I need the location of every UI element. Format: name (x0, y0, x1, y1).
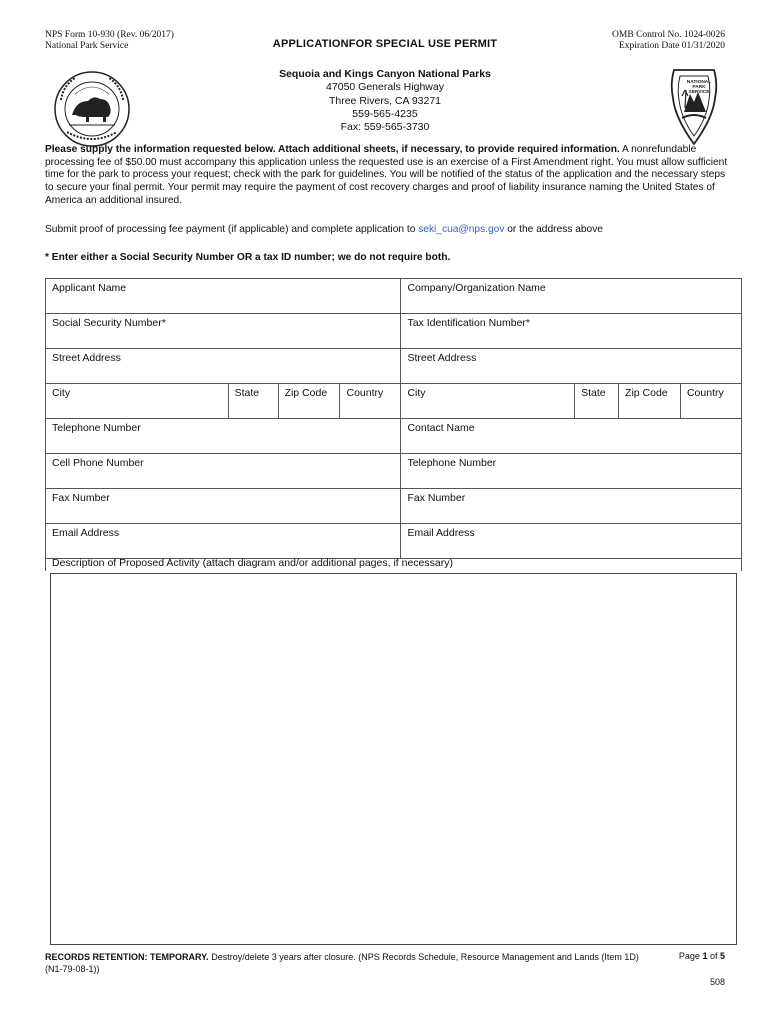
company-zip-field[interactable]: Zip Code (619, 384, 681, 419)
ssn-field[interactable]: Social Security Number* (46, 314, 401, 349)
company-street-field[interactable]: Street Address (401, 349, 742, 384)
form-code: 508 (709, 977, 725, 987)
contact-name-field[interactable]: Contact Name (401, 419, 742, 454)
description-label: Description of Proposed Activity (attach diagram and/or additional pages, if necessary) (45, 557, 742, 571)
instructions-paragraph (45, 144, 731, 208)
applicant-email-field[interactable]: Email Address (46, 524, 401, 559)
form-header-right (612, 30, 725, 52)
company-city-field[interactable]: City (401, 384, 575, 419)
page-mid: of (707, 951, 720, 961)
company-state-field[interactable]: State (575, 384, 619, 419)
expiration-date: Expiration Date 01/31/2020 (618, 41, 725, 51)
instructions-text: A nonrefundable processing fee of $50.00 must accompany this application unless the requested use is an exercise of a First Amendment right. You must allow sufficient time for the park to process your request; check with the park for guidelines. You will be notified of the status of the application and the necessary steps to secure your final permit. Your permit may require the payment of cost recovery charges and proof of liability insurance naming the United States of America an additional insured. (45, 144, 728, 206)
applicant-telephone-field[interactable]: Telephone Number (46, 419, 401, 454)
park-phone: 559-565-4235 (352, 107, 418, 120)
form-title: APPLICATIONFOR SPECIAL USE PERMIT (272, 38, 498, 50)
page-total: 5 (719, 951, 725, 961)
park-address-line-2: Three Rivers, CA 93271 (328, 94, 442, 107)
tax-id-field[interactable]: Tax Identification Number* (401, 314, 742, 349)
description-textarea[interactable] (50, 573, 737, 945)
interior-seal-icon (53, 70, 131, 148)
omb-control-number: OMB Control No. 1024-0026 (612, 30, 725, 40)
applicant-city-field[interactable]: City (46, 384, 229, 419)
agency-name: National Park Service (45, 41, 129, 51)
retention-label: RECORDS RETENTION: TEMPORARY. (45, 952, 209, 962)
company-email-field[interactable]: Email Address (401, 524, 742, 559)
applicant-street-field[interactable]: Street Address (46, 349, 401, 384)
nps-logo-text-2: PARK (692, 85, 706, 90)
ssn-tax-note: * Enter either a Social Security Number OR a tax ID number; we do not require both. (45, 252, 451, 263)
applicant-form-table (45, 278, 742, 559)
nps-arrowhead-icon (668, 68, 720, 146)
company-name-field[interactable]: Company/Organization Name (401, 279, 742, 314)
page-prefix: Page (678, 951, 703, 961)
company-fax-field[interactable]: Fax Number (401, 489, 742, 524)
nps-logo-text-3: SERVICE (688, 90, 710, 95)
submission-instructions (45, 224, 731, 235)
park-fax: Fax: 559-565-3730 (340, 121, 430, 134)
submit-prefix: Submit proof of processing fee payment (if applicable) and complete application to (45, 224, 419, 235)
applicant-fax-field[interactable]: Fax Number (46, 489, 401, 524)
company-telephone-field[interactable]: Telephone Number (401, 454, 742, 489)
submit-suffix: or the address above (504, 224, 603, 235)
submit-email-link[interactable]: seki_cua@nps.gov (418, 224, 505, 235)
applicant-country-field[interactable]: Country (340, 384, 401, 419)
retention-text: Destroy/delete 3 years after closure. (NPS Records Schedule, Resource Management and Lands (Item 1D) (N1-79-08-1)) (45, 952, 639, 974)
form-number: NPS Form 10-930 (Rev. 06/2017) (45, 30, 174, 40)
instructions-bold: Please supply the information requested below. Attach additional sheets, if necessary, to provide required information. (45, 144, 620, 155)
park-name: Sequoia and Kings Canyon National Parks (279, 68, 491, 80)
page-current: 1 (702, 951, 708, 961)
nps-logo-text-1: NATIONAL (686, 80, 712, 85)
applicant-zip-field[interactable]: Zip Code (278, 384, 340, 419)
applicant-state-field[interactable]: State (228, 384, 278, 419)
park-address-line-1: 47050 Generals Highway (326, 81, 444, 94)
company-country-field[interactable]: Country (680, 384, 741, 419)
page-indicator (679, 951, 725, 961)
cell-phone-field[interactable]: Cell Phone Number (46, 454, 401, 489)
applicant-name-field[interactable]: Applicant Name (46, 279, 401, 314)
records-retention-note (45, 951, 655, 975)
